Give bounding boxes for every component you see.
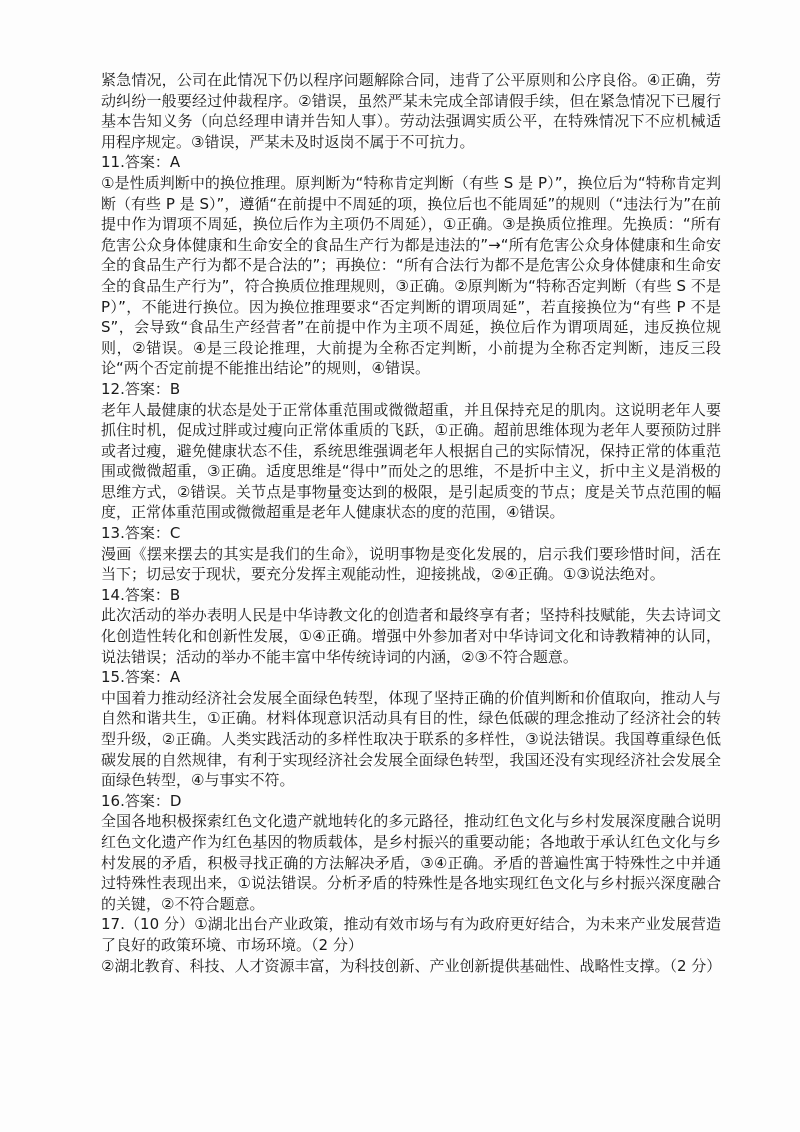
- answer-q12: 12.答案：B: [101, 379, 181, 398]
- paragraph-q10-continued: 紧急情况，公司在此情况下仍以程序问题解除合同，违背了公平原则和公序良俗。④正确，劳动纠纷一般要经过仲裁程序。②错误，虽然严某未完成全部请假手续，但在紧急情况下已履行基本告知义务（向总经理申请并告知人事）。劳动法强调实质公平，在特殊情况下不应机械适用程序规定。③错误，严某未及时返岗不属于不可抗力。: [101, 71, 721, 151]
- answer-q14: 14.答案：B: [101, 585, 181, 604]
- answer-q17-point-1: 17.（10 分）①湖北出台产业政策，推动有效市场与有为政府更好结合，为未来产业发展营造了良好的政策环境、市场环境。（2 分）: [101, 915, 721, 954]
- answer-q16: 16.答案：D: [101, 791, 182, 810]
- explanation-q16: 全国各地积极探索红色文化遗产就地转化的多元路径，推动红色文化与乡村发展深度融合说明红色文化遗产作为红色基因的物质载体，是乡村振兴的重要动能；各地敢于承认红色文化与乡村发展的矛盾，积极寻找正确的方法解决矛盾，③④正确。矛盾的普遍性寓于特殊性之中并通过特殊性表现出来，①说法错误。分析矛盾的特殊性是各地实现红色文化与乡村振兴深度融合的关键，②不符合题意。: [101, 812, 721, 913]
- answer-q17-point-2: ②湖北教育、科技、人才资源丰富，为科技创新、产业创新提供基础性、战略性支撑。（2 分）: [101, 956, 722, 975]
- answer-explanations: [101, 70, 721, 976]
- explanation-q13: 漫画《摆来摆去的其实是我们的生命》，说明事物是变化发展的，启示我们要珍惜时间，活在当下；切忌安于现状，要充分发挥主观能动性，迎接挑战，②④正确。①③说法绝对。: [101, 544, 721, 584]
- explanation-q14: 此次活动的举办表明人民是中华诗教文化的创造者和最终享有者；坚持科技赋能，失去诗词文化创造性转化和创新性发展，①④正确。增强中外参加者对中华诗词文化和诗教精神的认同，说法错误；活动的举办不能丰富中华传统诗词的内涵，②③不符合题意。: [101, 606, 721, 666]
- explanation-q11: ①是性质判断中的换位推理。原判断为“特称肯定判断（有些 S 是 P）”，换位后为“特称肯定判断（有些 P 是 S）”，遵循“在前提中不周延的项，换位后也不能周延”的规则（“违法行为”在前提中作为谓项不周延，换位后作为主项仍不周延），①正确。③是换质位推理。先换质：“所有危害公众身体健康和生命安全的食品生产行为都是违法的”→“所有危害公众身体健康和生命安全的食品生产行为都不是合法的”；再换位：“所有合法行为都不是危害公众身体健康和生命安全的食品生产行为”，符合换质位推理规则，③正确。②原判断为“特称否定判断（有些 S 不是 P）”，不能进行换位。因为换位推理要求“否定判断的谓项周延”，若直接换位为“有些 P 不是 S”，会导致“食品生产经营者”在前提中作为主项不周延，换位后作为谓项周延，违反换位规则，②错误。④是三段论推理，大前提为全称否定判断，小前提为全称否定判断，违反三段论“两个否定前提不能推出结论”的规则，④错误。: [101, 173, 721, 378]
- answer-q13: 13.答案：C: [101, 524, 181, 543]
- answer-q11: 11.答案：A: [101, 153, 181, 172]
- explanation-q15: 中国着力推动经济社会发展全面绿色转型，体现了坚持正确的价值判断和价值取向，推动人与自然和谐共生，①正确。材料体现意识活动具有目的性，绿色低碳的理念推动了经济社会的转型升级，②正确。人类实践活动的多样性取决于联系的多样性，③说法错误。我国尊重绿色低碳发展的自然规律，有利于实现经济社会发展全面绿色转型，我国还没有实现经济社会发展全面绿色转型，④与事实不符。: [101, 688, 721, 790]
- explanation-q12: 老年人最健康的状态是处于正常体重范围或微微超重，并且保持充足的肌肉。这说明老年人要抓住时机，促成过胖或过瘦向正常体重质的飞跃，①正确。超前思维体现为老年人要预防过胖或者过瘦，避免健康状态不佳，系统思维强调老年人根据自己的实际情况，保持正常的体重范围或微微超重，③正确。适度思维是“得中”而处之的思维，不是折中主义，折中主义是消极的思维方式，②错误。关节点是事物量变达到的极限，是引起质变的节点；度是关节点范围的幅度，正常体重范围或微微超重是老年人健康状态的度的范围，④错误。: [101, 400, 721, 522]
- answer-q15: 15.答案：A: [101, 668, 181, 687]
